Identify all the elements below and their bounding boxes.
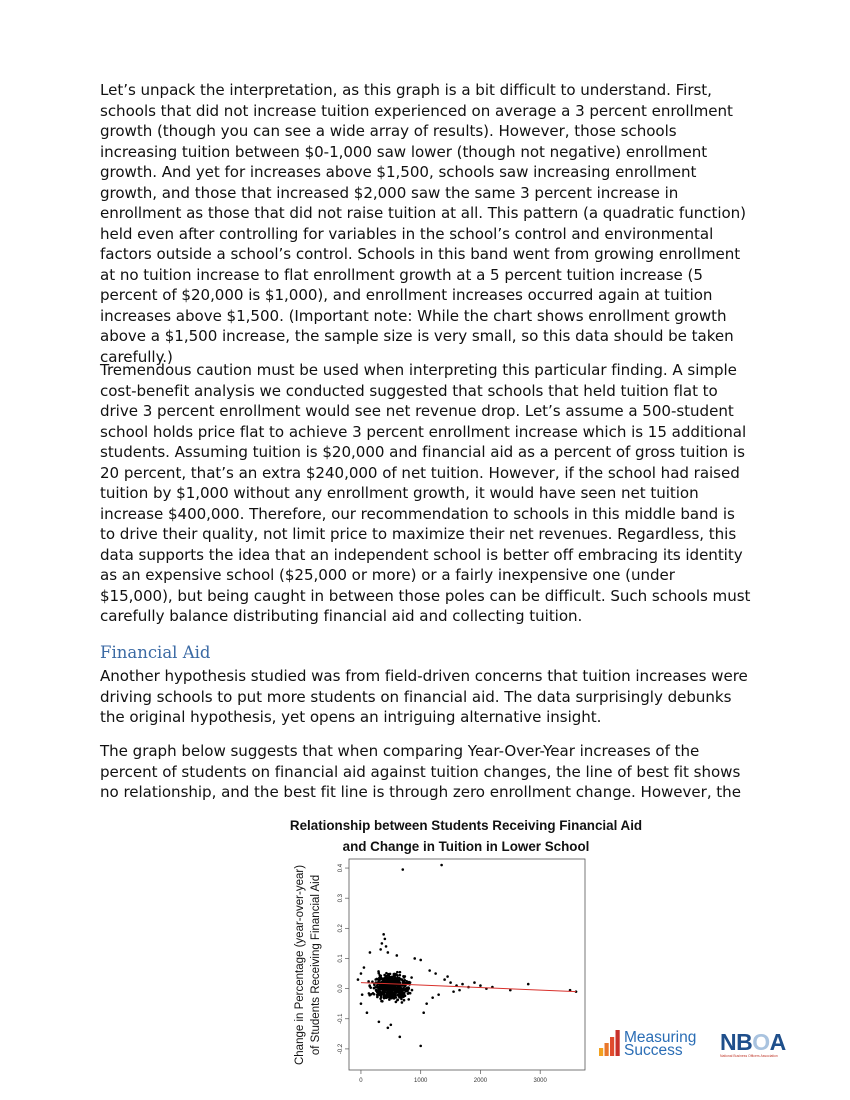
data-point: [380, 976, 383, 979]
x-tick-label: 1000: [414, 1078, 428, 1084]
data-point: [395, 1001, 398, 1004]
data-point: [400, 995, 403, 998]
chart-title: Relationship between Students Receiving Financial Aid and Change in Tuition in Lower School: [289, 818, 643, 854]
body-paragraph-4: The graph below suggests that when comparing Year-Over-Year increases of the percent of students on financial aid against tuition changes, the line of best fit shows no relationship, and the best fit line is through zero enrollment change. However, the: [100, 742, 741, 801]
plot-frame: [349, 859, 585, 1070]
body-paragraph-3: Another hypothesis studied was from field-driven concerns that tuition increases were driving schools to put more students on financial aid. The data surprisingly debunks the original hypothesis, yet opens an intriguing alternative insight.: [100, 667, 748, 726]
y-tick-label: 0.3: [338, 894, 344, 903]
data-point: [390, 1023, 393, 1026]
data-point: [366, 1011, 369, 1014]
data-point: [378, 992, 381, 995]
data-point: [380, 996, 383, 999]
data-point: [419, 1045, 422, 1048]
data-point: [385, 975, 388, 978]
data-point: [434, 972, 437, 975]
data-point: [376, 978, 379, 981]
data-point: [446, 975, 449, 978]
data-point: [387, 951, 390, 954]
data-point: [401, 988, 404, 991]
x-tick-label: 2000: [473, 1078, 488, 1084]
nboa-logo-text: NBOA: [720, 1029, 786, 1055]
data-point: [363, 966, 366, 969]
data-point: [461, 983, 464, 986]
data-point: [396, 974, 399, 977]
data-point: [377, 970, 380, 973]
data-point: [368, 985, 371, 988]
data-point: [360, 1002, 363, 1005]
data-point: [437, 993, 440, 996]
data-point: [383, 977, 386, 980]
data-point: [391, 994, 394, 997]
logo-text-measuring: Measuring: [624, 1029, 697, 1046]
data-point: [389, 973, 392, 976]
data-point: [401, 868, 404, 871]
data-point: [386, 978, 389, 981]
data-point: [407, 998, 410, 1001]
data-point: [422, 1011, 425, 1014]
data-point: [360, 972, 363, 975]
bar-chart-icon: [599, 1030, 620, 1056]
data-point: [401, 979, 404, 982]
y-axis-label-line1: Change in Percentage (year-over-year): [294, 864, 306, 1066]
data-point: [385, 945, 388, 948]
data-point: [425, 1002, 428, 1005]
data-point: [389, 979, 392, 982]
data-point: [403, 976, 406, 979]
data-point: [479, 984, 482, 987]
data-point: [361, 993, 364, 996]
data-point: [383, 996, 386, 999]
data-point: [393, 985, 396, 988]
logo-text-success: Success: [624, 1042, 683, 1059]
data-point: [401, 1001, 404, 1004]
data-point: [390, 987, 393, 990]
x-tick-label: 3000: [533, 1078, 547, 1084]
x-tick-label: 0: [359, 1078, 363, 1084]
data-point: [398, 992, 401, 995]
y-tick-label: 0.2: [338, 924, 344, 933]
data-point: [410, 976, 413, 979]
body-paragraph-2: Tremendous caution must be used when interpreting this particular finding. A simple cost-benefit analysis we conducted suggested that schools that held tuition flat to drive 3 percent enrollment would see net revenue drop. Let’s assume a 500-student school holds price flat to achieve 3 percent enrollment increase which is 15 additional students. Assuming tuition is $20,000 and financial aid as a percent of gross tuition is 20 percent, that’s an extra $240,000 of net tuition. However, if the school had raised tuition by $1,000 without any enrollment growth, it would have seen net tuition increase $400,000. Therefore, our recommendation to schools in this middle band is to drive their quality, not limit price to maximize their net revenues. Regardless, this data supports the idea that an independent school is better off embracing its identity as an expensive school ($25,000 or more) or a fairly inexpensive one (under $15,000), but being caught in between those poles can be difficult. Such schools must carefully balance distributing financial aid and collecting tuition.: [100, 361, 751, 625]
nboa-subtitle: National Business Officers Association: [720, 1054, 778, 1058]
data-point: [390, 985, 393, 988]
y-axis-label-line2: of Students Receiving Financial Aid: [310, 874, 322, 1056]
data-point: [401, 993, 404, 996]
data-point: [398, 985, 401, 988]
data-point: [399, 978, 402, 981]
data-point: [395, 954, 398, 957]
data-point: [379, 948, 382, 951]
measuring-success-logo: [598, 1028, 708, 1060]
y-tick-label: -0.1: [338, 1013, 344, 1024]
data-point: [458, 989, 461, 992]
x-axis-ticks: [359, 1070, 547, 1084]
body-paragraph-1: Let’s unpack the interpretation, as this graph is a bit difficult to understand. First, schools that did not increase tuition experienced on average a 3 percent enrollment growth (though you can see a wide array of results). However, those schools increasing tuition between $0-1,000 saw lower (though not negative) enrollment growth. And yet for increases above $1,500, schools saw increasing enrollment growth, and those that increased $2,000 saw the same 3 percent increase in enrollment as those that did not raise tuition at all. This pattern (a quadratic function) held even after controlling for variables in the school’s control and environmental factors outside a school’s control. Schools in this band went from growing enrollment at no tuition increase to flat enrollment growth at a 5 percent tuition increase (5 percent of $20,000 is $1,000), and enrollment increases occurred again at tuition increases above $1,500. (Important note: While the chart shows enrollment growth above a $1,500 increase, the sample size is very small, so this data should be taken carefully.): [100, 81, 747, 366]
data-point: [377, 988, 380, 991]
data-point: [431, 996, 434, 999]
data-point: [387, 1027, 390, 1030]
data-point: [443, 978, 446, 981]
data-point: [406, 990, 409, 993]
section-heading: Financial Aid: [100, 643, 211, 662]
data-point: [382, 986, 385, 989]
y-tick-label: 0.4: [338, 863, 344, 873]
logo-bar: [616, 1030, 620, 1056]
data-point: [391, 990, 394, 993]
data-point: [381, 984, 384, 987]
data-point: [396, 980, 399, 983]
data-point: [527, 983, 530, 986]
data-point: [385, 972, 388, 975]
data-point: [384, 938, 387, 941]
data-point: [428, 969, 431, 972]
y-tick-label: 0.1: [338, 954, 344, 963]
nboa-logo: [718, 1028, 790, 1060]
data-point: [357, 978, 360, 981]
data-point: [387, 994, 390, 997]
data-point: [419, 959, 422, 962]
data-point: [452, 990, 455, 993]
data-point: [398, 1036, 401, 1039]
logo-bar: [610, 1037, 614, 1056]
logo-bar: [605, 1043, 609, 1056]
data-point: [386, 986, 389, 989]
data-point: [440, 864, 443, 867]
data-points: [357, 864, 578, 1047]
data-point: [399, 974, 402, 977]
data-point: [394, 978, 397, 981]
scatter-chart: [288, 855, 598, 1084]
data-point: [373, 993, 376, 996]
data-point: [449, 981, 452, 984]
data-point: [407, 987, 410, 990]
data-point: [395, 987, 398, 990]
data-point: [473, 981, 476, 984]
data-point: [381, 1000, 384, 1003]
data-point: [381, 942, 384, 945]
y-axis-ticks: [338, 863, 349, 1054]
y-tick-label: 0.0: [338, 984, 344, 993]
data-point: [393, 997, 396, 1000]
data-point: [396, 971, 399, 974]
data-point: [382, 933, 385, 936]
data-point: [382, 991, 385, 994]
data-point: [413, 957, 416, 960]
data-point: [411, 989, 414, 992]
data-point: [369, 951, 372, 954]
data-point: [368, 994, 371, 997]
data-point: [387, 991, 390, 994]
data-point: [378, 1020, 381, 1023]
y-tick-label: -0.2: [338, 1043, 344, 1055]
data-point: [399, 971, 402, 974]
logo-bar: [599, 1048, 603, 1056]
data-point: [376, 990, 379, 993]
data-point: [396, 998, 399, 1001]
data-point: [403, 999, 406, 1002]
data-point: [376, 993, 379, 996]
